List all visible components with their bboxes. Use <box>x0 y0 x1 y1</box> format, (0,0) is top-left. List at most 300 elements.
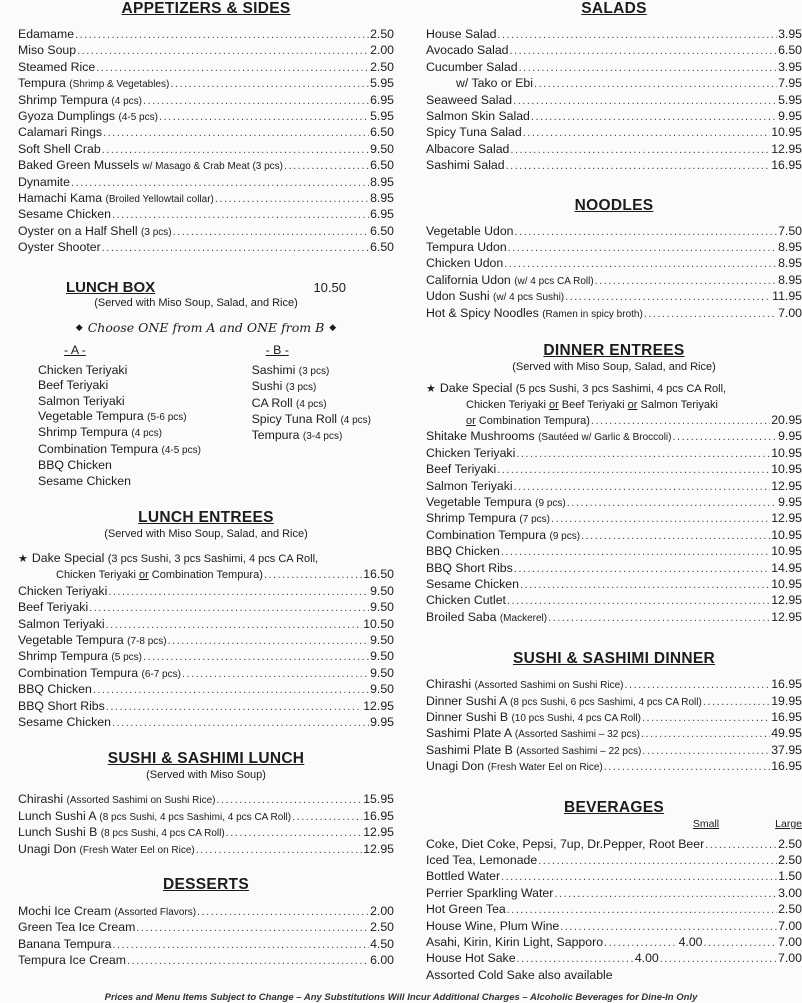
item-price: 9.50 <box>370 632 394 647</box>
choice-a-label: - A - <box>64 342 86 357</box>
lunch-special-line2: Chicken Teriyaki or Combination Tempura) ..... 16.50 <box>18 567 394 583</box>
leader-dots <box>538 854 777 869</box>
small-label: Small <box>692 817 720 830</box>
item-label: Cucumber Salad <box>426 59 518 74</box>
item-label: Tempura Udon <box>426 240 507 255</box>
item-label: BBQ Chicken <box>18 682 92 697</box>
sushi-lunch-list <box>18 792 394 858</box>
leader-dots <box>96 61 369 76</box>
item-price: 9.50 <box>370 141 394 156</box>
beverage-item <box>426 968 802 983</box>
item-label: Calamari Rings <box>18 125 103 140</box>
salads-list <box>426 27 802 175</box>
item-name <box>18 699 105 714</box>
item-price: 6.50 <box>370 125 394 140</box>
item-label: Vegetable Tempura <box>18 632 124 647</box>
menu-item <box>18 600 394 616</box>
choice-item <box>38 394 252 409</box>
item-label: Sashimi Plate A <box>426 726 512 741</box>
menu-item <box>426 429 802 445</box>
menu-item <box>426 224 802 240</box>
choice-item <box>252 412 394 428</box>
leader-dots <box>71 176 369 191</box>
menu-item <box>426 142 802 158</box>
item-label: Spicy Tuna Salad <box>426 125 522 140</box>
leader-dots <box>595 274 777 289</box>
beverages-title: BEVERAGES <box>563 798 665 816</box>
menu-item <box>426 273 802 289</box>
menu-item <box>18 224 394 240</box>
leader-dots <box>173 225 369 240</box>
footer-note: Prices and Menu Items Subject to Change – Any Substitutions Will Incur Additional Charges – Alcoholic Beverages for Dine-In Only <box>104 992 698 1003</box>
menu-item <box>426 306 802 322</box>
leader-dots <box>604 760 770 775</box>
choice-label: Sesame Chicken <box>38 473 131 488</box>
leader-dots <box>660 952 777 967</box>
leader-dots <box>106 700 362 715</box>
choice-note: (4 pcs) <box>296 398 327 410</box>
leader-dots <box>136 921 369 936</box>
beverage-large-price: 3.00 <box>778 885 802 900</box>
menu-item <box>18 207 394 223</box>
item-price: 10.95 <box>771 544 802 559</box>
item-name <box>426 710 641 726</box>
leader-dots <box>516 447 770 462</box>
item-price: 12.95 <box>771 511 802 526</box>
leader-dots <box>641 727 770 742</box>
menu-item <box>18 584 394 600</box>
menu-item <box>426 743 802 759</box>
item-name <box>426 43 509 58</box>
item-price: 8.95 <box>370 191 394 206</box>
item-label: BBQ Short Ribs <box>426 560 513 575</box>
item-price: 9.50 <box>370 583 394 598</box>
item-label: Vegetable Udon <box>426 223 514 238</box>
item-name <box>18 27 74 42</box>
beverage-large-price: 1.50 <box>778 869 802 884</box>
item-price: 6.95 <box>370 92 394 107</box>
choice-item <box>38 363 252 378</box>
leader-dots <box>127 954 369 969</box>
item-price: 16.95 <box>771 677 802 692</box>
leader-dots <box>108 585 369 600</box>
item-label: Albacore Salad <box>426 141 510 156</box>
item-price: 6.00 <box>370 953 394 968</box>
item-note: (9 pcs) <box>549 530 581 542</box>
item-name <box>18 191 214 207</box>
item-name <box>426 677 623 693</box>
beverage-name: Assorted Cold Sake also available <box>426 967 613 982</box>
leader-dots <box>565 290 771 305</box>
sushi-lunch-section <box>18 750 394 858</box>
item-label: Gyoza Dumplings <box>18 109 116 124</box>
menu-item <box>18 904 394 920</box>
lunch-box-choices <box>18 343 394 489</box>
leader-dots <box>170 77 369 92</box>
leader-dots <box>197 905 369 920</box>
dinner-entrees-section <box>426 342 802 626</box>
leader-dots <box>182 667 369 682</box>
item-price: 4.50 <box>370 936 394 951</box>
menu-item <box>426 462 802 478</box>
item-note: (Broiled Yellowtail collar) <box>105 194 214 206</box>
lunch-special-line1: ★ Dake Special (3 pcs Sushi, 3 pcs Sashimi, 4 pcs CA Roll, <box>18 550 319 565</box>
item-price: 5.95 <box>778 92 802 107</box>
choice-b-list <box>252 363 394 445</box>
lunch-box-instruction: ◆ Choose ONE from A and ONE from B ◆ <box>75 319 337 335</box>
beverage-item <box>426 935 802 951</box>
lunch-special-price: 16.50 <box>363 567 394 582</box>
item-name <box>18 224 172 240</box>
item-price: 12.95 <box>363 841 394 856</box>
beverages-list <box>426 837 802 984</box>
item-name <box>18 142 101 157</box>
item-label: Green Tea Ice Cream <box>18 920 136 935</box>
item-label: Hamachi Kama <box>18 191 103 206</box>
menu-item <box>18 76 394 92</box>
item-name <box>18 240 101 255</box>
item-note: (Assorted Sashimi on Sushi Rice) <box>474 680 624 692</box>
item-name <box>426 158 505 173</box>
item-label: Combination Tempura <box>18 665 139 680</box>
item-note: (8 pcs Sushi, 4 pcs CA Roll) <box>100 828 225 840</box>
item-name <box>426 273 594 289</box>
menu-item <box>18 682 394 698</box>
leader-dots <box>642 711 770 726</box>
item-label: California Udon <box>426 272 511 287</box>
item-label: Hot & Spicy Noodles <box>426 305 539 320</box>
item-price: 15.95 <box>363 792 394 807</box>
item-label: Salmon Teriyaki <box>426 478 513 493</box>
beverage-item <box>426 886 802 902</box>
menu-item <box>426 528 802 544</box>
leader-dots <box>510 143 770 158</box>
item-name <box>18 649 142 665</box>
menu-item <box>426 125 802 141</box>
item-name <box>426 610 547 626</box>
beverage-name: Hot Green Tea <box>426 902 506 917</box>
menu-item <box>18 792 394 808</box>
beverage-name: House Wine, Plum Wine <box>426 918 560 933</box>
item-label: Tempura Ice Cream <box>18 953 126 968</box>
item-name <box>426 593 506 608</box>
leader-dots <box>506 159 771 174</box>
item-price: 9.95 <box>778 429 802 444</box>
menu-item <box>18 920 394 936</box>
menu-item <box>426 561 802 577</box>
salads-title: SALADS <box>581 0 647 17</box>
choice-item <box>38 425 252 441</box>
leader-dots <box>143 650 369 665</box>
leader-dots <box>523 126 771 141</box>
item-price: 37.95 <box>771 742 802 757</box>
choice-note: (3 pcs) <box>285 382 317 394</box>
item-price: 14.95 <box>771 560 802 575</box>
leader-dots <box>591 414 770 429</box>
item-price: 8.95 <box>778 256 802 271</box>
leader-dots <box>497 28 777 43</box>
leader-dots <box>508 241 777 256</box>
leader-dots <box>168 634 369 649</box>
choice-label: Beef Teriyaki <box>38 378 109 393</box>
item-price: 8.95 <box>778 272 802 287</box>
item-name <box>426 726 640 742</box>
item-price: 2.00 <box>370 43 394 58</box>
menu-item <box>18 649 394 665</box>
item-price: 19.95 <box>771 693 802 708</box>
item-name <box>18 109 158 125</box>
item-name <box>18 207 111 222</box>
leader-dots <box>497 463 770 478</box>
item-name <box>18 792 215 808</box>
sushi-lunch-title: SUSHI & SASHIMI LUNCH <box>107 750 305 768</box>
item-name <box>18 60 95 75</box>
beverage-name: Perrier Sparkling Water <box>426 885 554 900</box>
menu-item <box>18 937 394 953</box>
beverage-large-price: 7.00 <box>778 935 802 950</box>
item-price: 6.50 <box>370 240 394 255</box>
dinner-special-line1: ★ Dake Special (5 pcs Sushi, 3 pcs Sashimi, 4 pcs CA Roll, <box>426 381 727 396</box>
dinner-entrees-subtitle: (Served with Miso Soup, Salad, and Rice) <box>512 361 716 374</box>
item-name <box>18 125 102 140</box>
sushi-dinner-title: SUSHI & SASHIMI DINNER <box>512 650 716 668</box>
item-note: (Fresh Water Eel on Rice) <box>487 762 603 774</box>
leader-dots <box>216 793 362 808</box>
item-label: Tempura <box>18 76 66 91</box>
leader-dots <box>103 126 369 141</box>
item-note: (Mackerel) <box>499 612 548 624</box>
diamond-icon: ◆ <box>75 322 83 333</box>
leader-dots <box>703 695 770 710</box>
item-price: 7.00 <box>778 305 802 320</box>
item-name <box>18 666 181 682</box>
menu-item <box>18 43 394 59</box>
choice-item <box>38 458 252 473</box>
item-label: Miso Soup <box>18 43 77 58</box>
choice-item <box>38 474 252 489</box>
dinner-entrees-title: DINNER ENTREES <box>543 342 685 360</box>
appetizers-title: APPETIZERS & SIDES <box>121 0 291 17</box>
menu-item <box>426 726 802 742</box>
beverage-large-price: 7.00 <box>778 951 802 966</box>
item-note: (7-8 pcs) <box>127 635 167 647</box>
item-note: (Shrimp & Vegetables) <box>69 79 170 91</box>
leader-dots <box>102 143 369 158</box>
leader-dots <box>551 512 770 527</box>
item-name <box>18 809 291 825</box>
appetizers-list <box>18 27 394 257</box>
noodles-list <box>426 224 802 322</box>
leader-dots <box>510 44 778 59</box>
item-price: 5.95 <box>370 76 394 91</box>
item-label: Steamed Rice <box>18 59 96 74</box>
beverage-small-price: 4.00 <box>634 951 659 966</box>
lunch-box-subtitle: (Served with Miso Soup, Salad, and Rice) <box>94 296 298 309</box>
item-price: 9.50 <box>370 665 394 680</box>
sushi-lunch-subtitle: (Served with Miso Soup) <box>146 769 266 782</box>
leader-dots <box>644 307 777 322</box>
choice-item <box>252 379 394 395</box>
item-note: (Assorted Sashimi – 32 pcs) <box>514 729 640 741</box>
item-label: Udon Sushi <box>426 289 490 304</box>
item-price: 10.95 <box>771 462 802 477</box>
item-name <box>18 953 126 968</box>
item-name <box>426 544 500 559</box>
desserts-title: DESSERTS <box>163 876 249 894</box>
item-label: Lunch Sushi A <box>18 808 96 823</box>
leader-dots <box>513 94 777 109</box>
choice-label: Salmon Teriyaki <box>38 393 125 408</box>
item-price: 12.95 <box>363 825 394 840</box>
leader-dots <box>519 61 777 76</box>
leader-dots <box>581 529 770 544</box>
item-label: Salmon Teriyaki <box>18 616 105 631</box>
leader-dots <box>531 110 777 125</box>
item-label: Chicken Teriyaki <box>18 583 108 598</box>
item-note: (Sautéed w/ Garlic & Broccoli) <box>538 432 672 444</box>
item-label: Beef Teriyaki <box>18 600 89 615</box>
dinner-special-price: 20.95 <box>771 412 802 427</box>
menu-item <box>426 60 802 76</box>
leader-dots <box>604 936 678 951</box>
item-label: Sashimi Salad <box>426 158 505 173</box>
beverage-name: Bottled Water <box>426 869 501 884</box>
beverage-large-price: 2.50 <box>778 853 802 868</box>
menu-item <box>18 158 394 174</box>
item-label: Unagi Don <box>18 841 77 856</box>
menu-item <box>18 175 394 191</box>
leader-dots <box>215 192 369 207</box>
beverage-name: Coke, Diet Coke, Pepsi, 7up, Dr.Pepper, Root Beer <box>426 836 705 851</box>
choice-b-column <box>252 343 394 489</box>
item-label: Chirashi <box>18 792 64 807</box>
menu-item <box>426 43 802 59</box>
sushi-dinner-section <box>426 650 802 775</box>
item-name <box>426 289 564 305</box>
choice-label: Sushi <box>251 379 283 394</box>
menu-item <box>426 677 802 693</box>
menu-item <box>426 593 802 609</box>
item-name <box>426 224 514 239</box>
item-name <box>426 479 513 494</box>
item-label: Beef Teriyaki <box>426 462 497 477</box>
item-price: 8.95 <box>778 240 802 255</box>
item-name <box>426 109 530 124</box>
desserts-section <box>18 876 394 970</box>
leader-dots <box>75 28 369 43</box>
item-name <box>18 175 70 190</box>
item-label: Sesame Chicken <box>18 715 111 729</box>
item-name <box>426 759 603 775</box>
sushi-dinner-list <box>426 677 802 775</box>
menu-item <box>426 240 802 256</box>
beverages-section <box>426 799 802 984</box>
item-price: 12.95 <box>771 593 802 608</box>
item-label: w/ Tako or Ebi <box>456 76 534 91</box>
item-price: 10.95 <box>771 445 802 460</box>
item-price: 6.50 <box>370 223 394 238</box>
item-name <box>426 429 671 445</box>
item-label: Shrimp Tempura <box>18 92 108 107</box>
beverage-large-price: 2.50 <box>778 902 802 917</box>
item-price: 12.95 <box>771 609 802 624</box>
choice-note: (3 pcs) <box>298 365 330 377</box>
item-name <box>426 561 513 576</box>
item-price: 2.50 <box>370 920 394 935</box>
item-note: (w/ 4 pcs Sushi) <box>493 292 565 304</box>
choice-item <box>38 378 252 393</box>
item-name <box>18 617 105 632</box>
item-name <box>426 694 702 710</box>
item-name <box>18 842 195 858</box>
beverage-item <box>426 869 802 885</box>
item-note: (4-5 pcs) <box>118 112 158 124</box>
item-name <box>18 76 169 92</box>
item-price: 6.95 <box>370 207 394 222</box>
item-name <box>426 495 566 511</box>
item-label: Sashimi Plate B <box>426 742 513 757</box>
leader-dots <box>226 826 363 841</box>
item-label: BBQ Chicken <box>426 544 500 559</box>
choice-a-column <box>18 343 252 489</box>
beverage-size-header <box>426 817 802 831</box>
choice-label: Vegetable Tempura <box>38 408 144 423</box>
menu-item <box>18 666 394 682</box>
lunch-entrees-subtitle: (Served with Miso Soup, Salad, and Rice) <box>104 527 308 540</box>
item-label: Chicken Cutlet <box>426 593 506 608</box>
beverage-name: Asahi, Kirin, Kirin Light, Sapporo <box>426 935 604 950</box>
item-label: Shitake Mushrooms <box>426 429 535 444</box>
item-price: 9.50 <box>370 682 394 697</box>
item-price: 10.95 <box>771 576 802 591</box>
choice-item <box>252 428 394 444</box>
lunch-box-title: LUNCH BOX <box>66 278 156 296</box>
leader-dots <box>93 683 369 698</box>
item-price: 7.95 <box>778 76 802 91</box>
item-label: Dinner Sushi B <box>426 710 509 724</box>
item-price: 9.95 <box>778 109 802 124</box>
leader-dots <box>112 208 369 223</box>
item-note: (Assorted Flavors) <box>114 907 197 919</box>
lunch-entrees-title: LUNCH ENTREES <box>138 508 274 526</box>
item-label: Combination Tempura <box>426 527 547 542</box>
item-price: 9.95 <box>778 494 802 509</box>
item-name <box>426 462 496 477</box>
item-name <box>426 446 515 461</box>
leader-dots <box>642 744 770 759</box>
menu-item <box>18 633 394 649</box>
item-name <box>18 920 135 935</box>
leader-dots <box>548 611 770 626</box>
menu-item <box>426 256 802 272</box>
item-name <box>426 577 519 592</box>
noodles-section <box>426 197 802 322</box>
star-icon: ★ <box>18 552 28 565</box>
desserts-list <box>18 904 394 970</box>
large-label: Large <box>775 817 802 830</box>
beverage-item <box>426 837 802 853</box>
choice-label: BBQ Chicken <box>38 458 112 473</box>
item-name <box>426 60 518 75</box>
menu-item <box>426 577 802 593</box>
leader-dots <box>112 716 369 731</box>
item-price: 8.95 <box>370 174 394 189</box>
item-price: 3.95 <box>778 59 802 74</box>
beverage-large-price: 2.50 <box>778 836 802 851</box>
item-price: 5.95 <box>370 109 394 124</box>
menu-item <box>426 759 802 775</box>
item-label: Chicken Teriyaki <box>426 445 516 460</box>
